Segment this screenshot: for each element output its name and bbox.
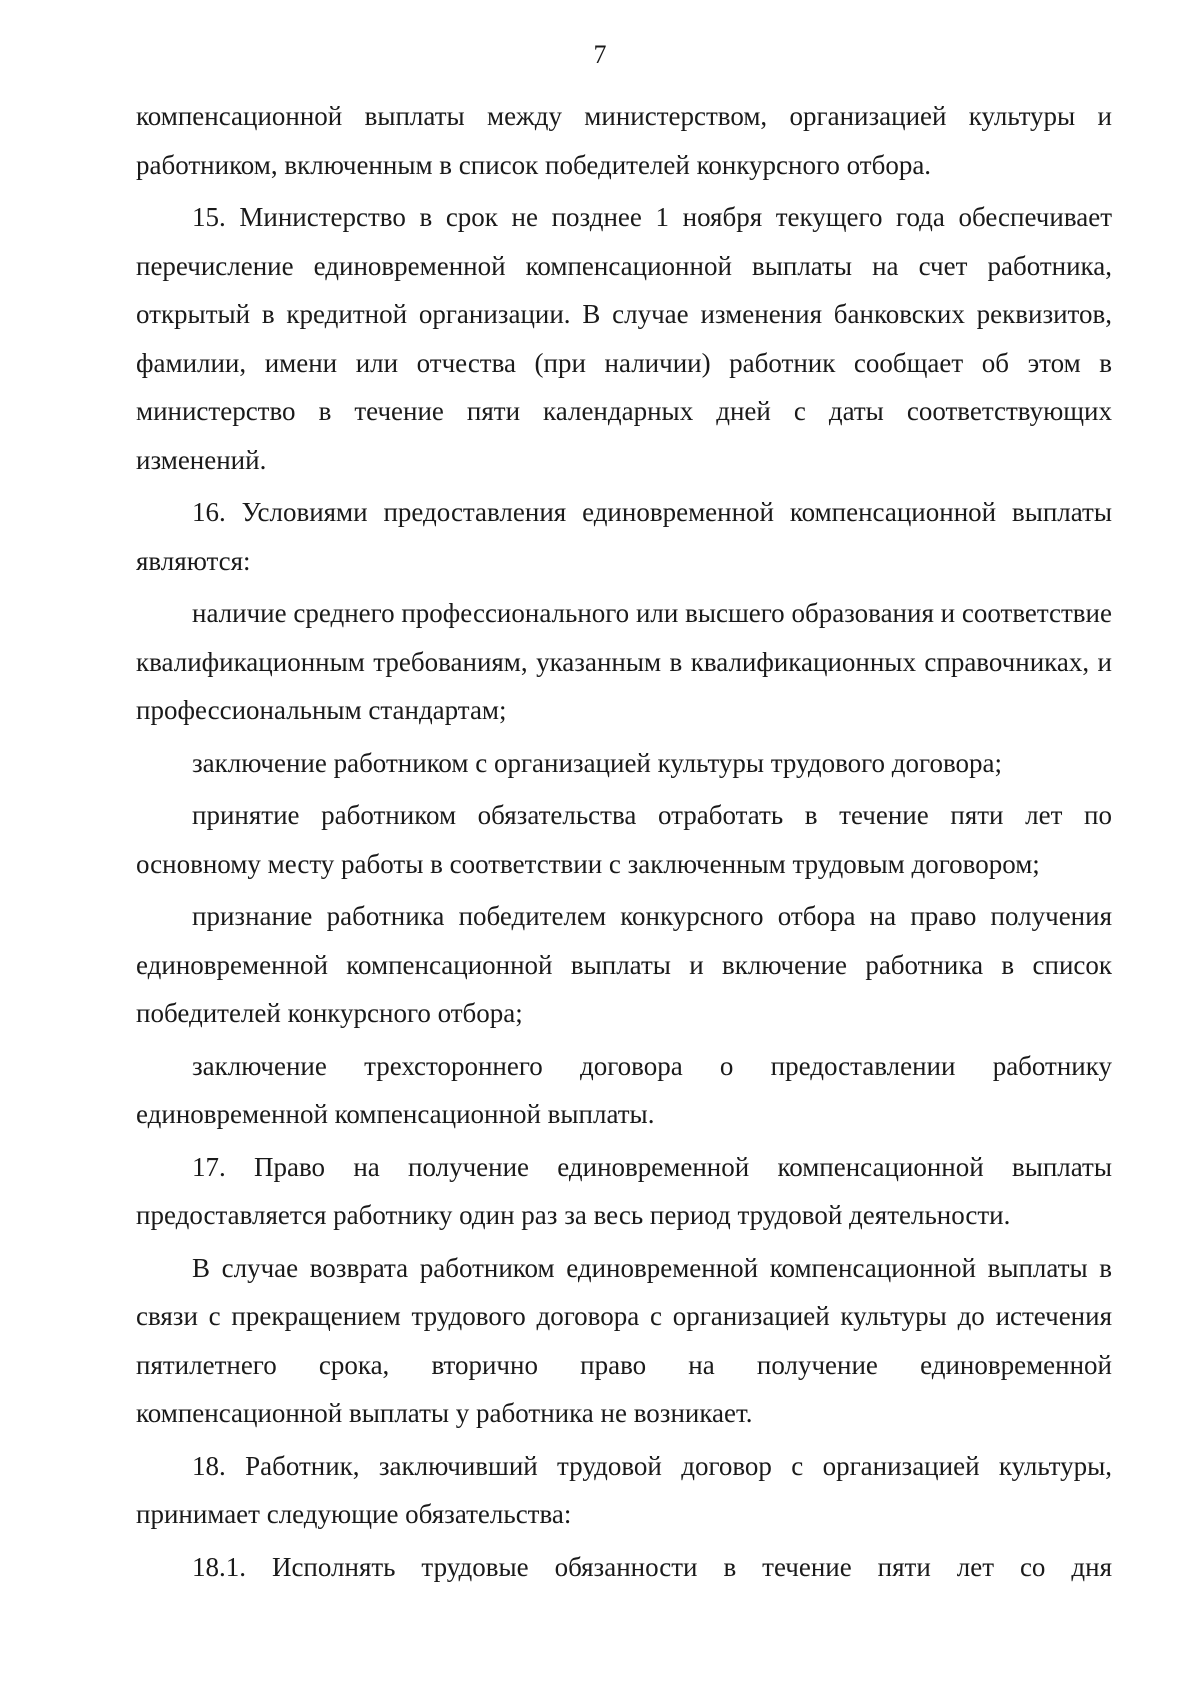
condition-education: наличие среднего профессионального или высшего образования и соответствие квалификационным требованиям, указанным в квалификационных справочниках, и профессиональным стандартам; bbox=[136, 598, 1112, 725]
condition-winner: признание работника победителем конкурсного отбора на право получения единовременной компенсационной выплаты и включение работника в список победителей конкурсного отбора; bbox=[136, 901, 1112, 1028]
paragraph-15: 15. Министерство в срок не позднее 1 ноября текущего года обеспечивает перечисление единовременной компенсационной выплаты на счет работника, открытый в кредитной организации. В случае изменения банковских реквизитов, фамилии, имени или отчества (при наличии) работник сообщает об этом в министерство в течение пяти календарных дней с даты соответствующих изменений. bbox=[136, 202, 1112, 475]
paragraph-18-1: 18.1. Исполнять трудовые обязанности в течение пяти лет со дня bbox=[192, 1551, 1112, 1582]
document-body bbox=[136, 92, 1112, 1591]
paragraph-continuation: компенсационной выплаты между министерством, организацией культуры и работником, включенным в список победителей конкурсного отбора. bbox=[136, 101, 1112, 180]
condition-contract: заключение работником с организацией культуры трудового договора; bbox=[192, 747, 1002, 778]
paragraph-16: 16. Условиями предоставления единовременной компенсационной выплаты являются: bbox=[136, 497, 1112, 576]
page-number: 7 bbox=[593, 40, 607, 69]
paragraph-17: 17. Право на получение единовременной компенсационной выплаты предоставляется работнику один раз за весь период трудовой деятельности. bbox=[136, 1151, 1112, 1230]
paragraph-18: 18. Работник, заключивший трудовой договор с организацией культуры, принимает следующие обязательства: bbox=[136, 1450, 1112, 1529]
condition-tripartite-agreement: заключение трехстороннего договора о предоставлении работнику единовременной компенсационной выплаты. bbox=[136, 1050, 1112, 1129]
paragraph-17-return: В случае возврата работником единовременной компенсационной выплаты в связи с прекращением трудового договора с организацией культуры до истечения пятилетнего срока, вторично право на получение единовременной компенсационной выплаты у работника не возникает. bbox=[136, 1252, 1112, 1428]
condition-obligation: принятие работником обязательства отработать в течение пяти лет по основному месту работы в соответствии с заключенным трудовым договором; bbox=[136, 800, 1112, 879]
